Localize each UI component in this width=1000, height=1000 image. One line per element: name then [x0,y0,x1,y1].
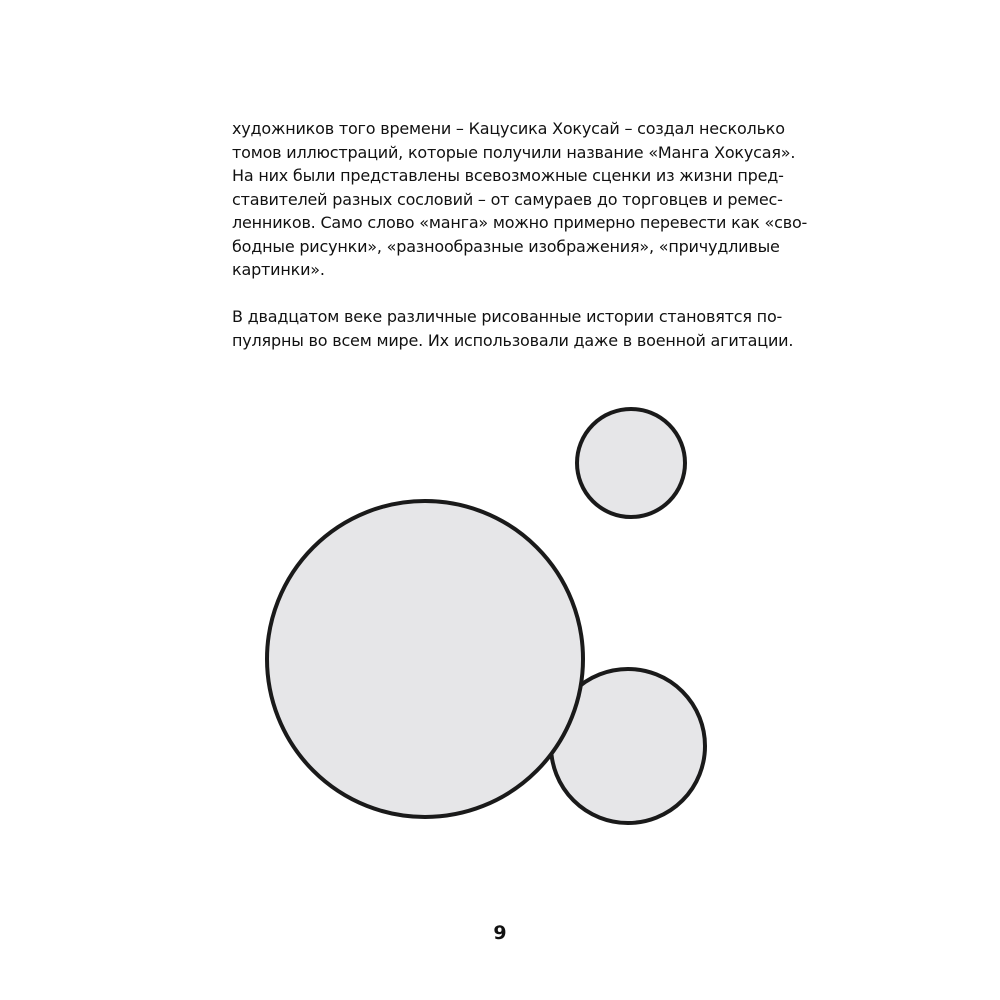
text-line: бодные рисунки», «разнообразные изображения», «причудливые [232,236,780,256]
text-line: художников того времени – Кацусика Хокусай – создал несколько [232,119,785,138]
text-line: картинки». [232,260,325,279]
text-line: ленников. Само слово «манга» можно примерно перевести как «сво- [232,213,808,232]
text-line: В двадцатом веке различные рисованные истории становятся по- [232,307,783,326]
paragraph-2 [232,305,794,352]
text-line: томов иллюстраций, которые получили название «Манга Хокусая». [232,142,796,162]
text-line: На них были представлены всевозможные сценки из жизни пред- [232,166,784,185]
text-line: пулярны во всем мире. Их использовали даже в военной агитации. [232,330,794,350]
large-circle [267,501,583,817]
page-number: 9 [493,922,507,944]
text-line: ставителей разных сословий – от самураев до торговцев и ремес- [232,189,783,209]
small-circle-top [577,409,685,517]
body-text [232,117,808,352]
medium-circle-bottom [551,669,705,823]
paragraph-1 [232,117,808,282]
